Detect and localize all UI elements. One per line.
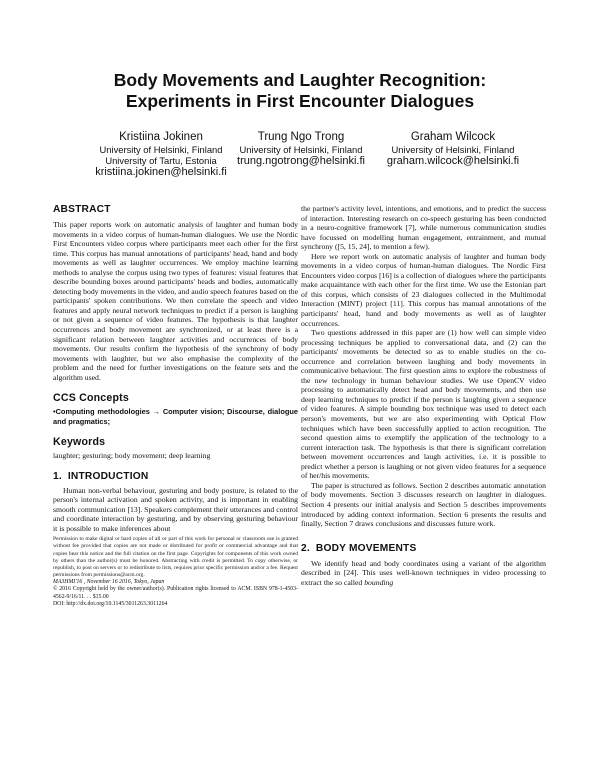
intro-title: INTRODUCTION [67,470,149,482]
abstract-text: This paper reports work on automatic analysis of laughter and human body movements in a video corpus of human-human dialogues. We use the Nordic First Encounters video corpus where participants meet each other for the first time. This corpus has manual annotations of participants' head, hand and body movements as well as laughter occurrences. We employ machine learning methods to analyse the corpus using two types of features: visual features that describe bounding boxes around participants' heads and bodies, automatically detecting body movements in the video, and audio speech features based on the participants' spoken contributions. We then correlate the speech and video features and apply neural network techniques to predict if a person is laughing or not given a sequence of video features. The hypothesis is that laughter occurrences and body movement are synchronized, or at least there is a significant relation between laughter activities and occurrences of body movements. Our results confirm the hypothesis of the synchrony of body movements with laughter, but we also emphasise the complexity of the problem and the need for further investigations on the feature sets and the algorithm used. [53,220,298,382]
author-email: kristiina.jokinen@helsinki.fi [95,166,227,178]
ccs-concepts [53,407,298,426]
intro-paragraph-3: Two questions addressed in this paper are (1) how well can simple video processing techniques be applied to conversational data, and (2) can the participants' movements be detected so as to enable studies on the co-occurrence and correlation between laughing and body movements in communicative behaviour. The first question aims to explore the robustness of the new technology in human behaviour studies. We use OpenCV video processing to automatically detect head and body movements, and then use deep learning techniques to predict if the person is laughing given a sequence of video features. A simple bounding box technique was used to detect each person's movements, but we are also experimenting with Optical Flow techniques which have been successfully applied to action recognition. The second question aims to exemplify the application of the technology to a current interaction task. The hypothesis is that there is significant correlation between movement occurrences and laugh activities, i.e. it is possible to predict whether a person is laughing or not given video features for a sequence of her/his movements. [301,328,546,481]
author-affiliation: University of Helsinki, Finland [391,144,515,155]
author-3 [378,131,528,167]
author-affiliation: University of Tartu, Estonia [105,155,217,166]
author-2 [226,131,376,167]
ccs-bullet: • [53,407,56,417]
intro-paragraph-1-continued: the partner's activity level, intentions, and emotions, and to predict the success of interaction. Interesting research on co-speech gesturing has been conducted in a neuro-cognitive framework [7], while numerous communication studies have focussed on modelling human engagement, entrainment, and mutual synchrony ([5, 15, 24], to mention a few). [301,204,546,252]
author-name: Graham Wilcock [410,131,496,143]
intro-paragraph-1: Human non-verbal behaviour, gesturing and body posture, is related to the person's internal activation and spoken activity, and is important in enabling smooth communication [13]. Speakers complement their utterances and control and coordinate interaction by gesturing, and by observing gesturing behaviour it is possible to make inferences about [53,485,298,533]
author-block [0,131,600,181]
venue-line: MA3HMI'16 , November 16 2016, Tokyo, Japan [53,578,165,585]
keywords-text: laughter; gesturing; body movement; deep learning [53,451,211,461]
author-email: trung.ngotrong@helsinki.fi [237,155,365,167]
keywords-heading: Keywords [53,436,106,449]
author-1 [86,131,236,178]
permission-notice: Permission to make digital or hard copies of all or part of this work for personal or classroom use is granted without fee provided that copies are not made or distributed for profit or commercial advantage and that copies bear this notice and the full citation on the first page. Copyrights for components of this work owned by others than the author(s) must be honored. Abstracting with credit is permitted. To copy otherwise, or republish, to post on servers or to redistribute to lists, requires prior specific permission and/or a fee. Request permissions from permissions@acm.org. [53,536,298,578]
body-movements-heading [301,543,546,555]
ccs-concepts-text: Computing methodologies → Computer vision; Discourse, dialogue and pragmatics; [53,407,298,426]
ccs-heading: CCS Concepts [53,392,129,405]
author-email: graham.wilcock@helsinki.fi [386,155,520,167]
left-column [53,204,298,609]
author-name: Kristiina Jokinen [119,131,203,143]
copyright-line: © 2016 Copyright held by the owner/author(s). Publication rights licensed to ACM. ISBN 978-1-4503-4562-9/16/11. . . $15.00 [53,586,298,600]
intro-paragraph-2: Here we report work on automatic analysis of laughter and human body movements in a video corpus of human-human dialogues. The Nordic First Encounters video corpus [16] is a collection of dialogues where the participants make acquaintance with each other for the first time. We use the Estonian part of this corpus, which consists of 23 dialogues collected in the Multimodal Interaction (MINT) project [11]. This corpus has manual annotations of the participants' head, hand and body movements as well as of laughter occurrences. [301,251,546,328]
intro-heading [53,471,298,483]
body-movements-paragraph-1 [301,559,546,588]
body-movements-number: 2. [301,542,310,554]
author-affiliation: University of Helsinki, Finland [239,144,363,155]
intro-paragraph-4: The paper is structured as follows. Section 2 describes automatic annotation of body movements. Section 3 discusses research on laughter in dialogues. Section 4 presents our initial analysis and Section 5 describes improvements introduced by adding context information. Section 6 presents the results and finally, Section 7 draws conclusions and discusses future work. [301,480,546,529]
paper-title [60,70,540,112]
abstract-heading: ABSTRACT [53,204,111,215]
body-movements-text: We identify head and body coordinates using a variant of the algorithm described in [24]. This uses well-known techniques in video processing to extract the so called [301,558,546,587]
doi-line: DOI: http://dx.doi.org/10.1145/3011263.3011264 [53,601,168,608]
right-column [301,204,546,587]
paper-title-line-2: Experiments in First Encounter Dialogues [125,91,475,111]
body-movements-italic: bounding [364,577,394,587]
paper-title-line-1: Body Movements and Laughter Recognition: [113,70,487,90]
author-name: Trung Ngo Trong [257,131,345,143]
author-affiliation: University of Helsinki, Finland [99,144,223,155]
intro-number: 1. [53,470,62,482]
body-movements-title: BODY MOVEMENTS [315,542,417,554]
